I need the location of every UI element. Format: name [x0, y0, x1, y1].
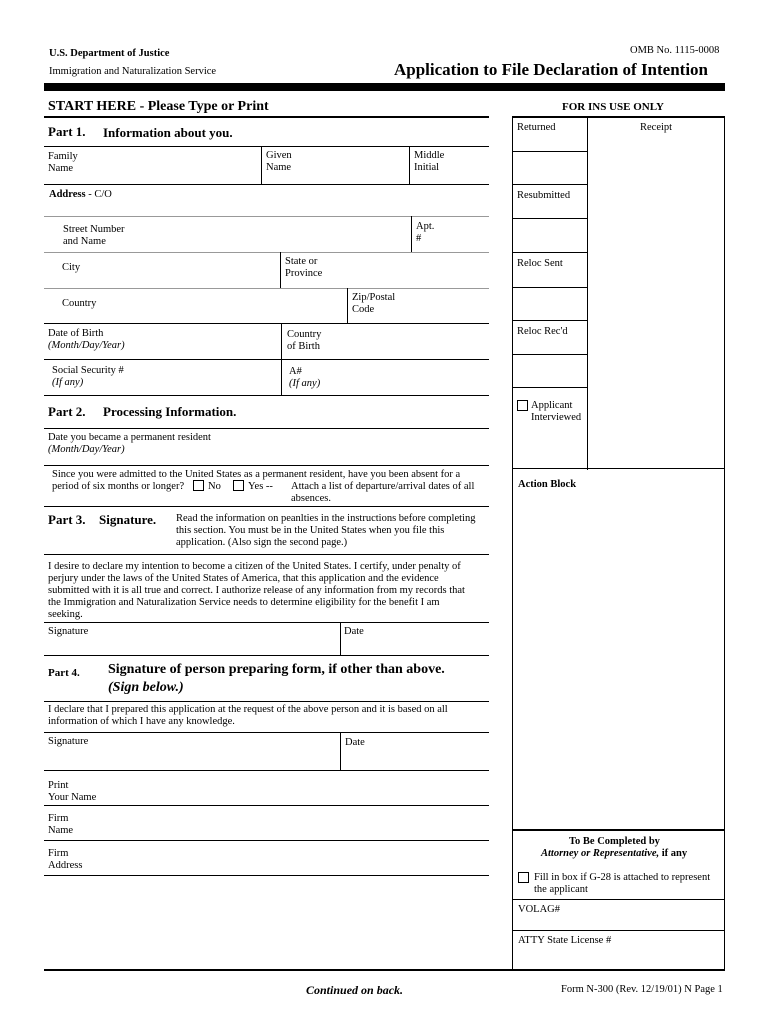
- zip-label-2: Code: [352, 304, 375, 315]
- part1-label: Part 1.: [48, 124, 86, 139]
- preparer-signature-field[interactable]: [48, 736, 333, 768]
- attorney-line: [541, 848, 687, 860]
- omb-number: OMB No. 1115-0008: [630, 45, 720, 56]
- zip-label-1: Zip/Postal: [352, 292, 396, 303]
- to-be-completed-label: To Be Completed by: [569, 836, 660, 847]
- applicant-date-field[interactable]: [344, 626, 484, 652]
- part3-declaration-3: submitted with it is all true and correct. I authorize release of any information from my records that: [48, 585, 465, 596]
- state-label-1: State or: [285, 256, 318, 267]
- form-title: Application to File Declaration of Intention: [394, 60, 709, 79]
- middle-initial-field[interactable]: [414, 150, 484, 182]
- part4-title: Signature of person preparing form, if other than above.: [108, 662, 445, 677]
- part1-title: Information about you.: [103, 125, 233, 140]
- city-field[interactable]: [62, 262, 272, 286]
- receipt-label: Receipt: [640, 122, 673, 133]
- part3-instruction-3: application. (Also sign the second page.): [176, 537, 348, 548]
- atty-license-field[interactable]: [518, 935, 718, 967]
- firm-address-label-1: Firm: [48, 848, 69, 859]
- date-resident-hint: (Month/Day/Year): [48, 444, 125, 455]
- attorney-label: Attorney or Representative,: [541, 848, 660, 859]
- family-name-label-1: Family: [48, 151, 78, 162]
- applicant-date-label: Date: [344, 626, 364, 637]
- state-field[interactable]: [285, 256, 485, 284]
- print-name-label-1: Print: [48, 780, 69, 791]
- absent-yes-label: Yes --: [248, 481, 273, 492]
- reloc-sent-label: Reloc Sent: [517, 258, 563, 269]
- absent-no-checkbox[interactable]: [193, 480, 204, 491]
- country-of-birth-field[interactable]: [287, 329, 482, 357]
- address-co-label: Address: [49, 189, 86, 200]
- part4-declaration-2: information of which I have any knowledge.: [48, 716, 235, 727]
- country-field[interactable]: [62, 298, 342, 322]
- part3-declaration-2: perjury under the laws of the United States of America, that this application and the evidence: [48, 573, 439, 584]
- given-name-field[interactable]: [266, 150, 406, 182]
- service-name: Immigration and Naturalization Service: [49, 66, 217, 77]
- applicant-interviewed-checkbox[interactable]: [517, 400, 528, 411]
- part4-label: Part 4.: [48, 667, 80, 679]
- absent-question-line1: Since you were admitted to the United States as a permanent resident, have you been absent for a: [52, 469, 461, 480]
- g28-label-1: Fill in box if G-28 is attached to represent: [534, 872, 711, 883]
- ssn-field[interactable]: [52, 365, 277, 393]
- applicant-label: Applicant: [531, 400, 573, 411]
- apt-field[interactable]: [416, 221, 486, 249]
- atty-license-label: ATTY State License #: [518, 935, 612, 946]
- absent-no-label: No: [208, 481, 221, 492]
- action-block-area[interactable]: [514, 494, 722, 828]
- state-label-2: Province: [285, 268, 323, 279]
- action-block-label: Action Block: [518, 479, 577, 490]
- country-label: Country: [62, 298, 97, 309]
- interviewed-label: Interviewed: [531, 412, 582, 423]
- city-label: City: [62, 262, 81, 273]
- resubmitted-label: Resubmitted: [517, 190, 571, 201]
- family-name-field[interactable]: [48, 151, 260, 183]
- agency-name: U.S. Department of Justice: [49, 48, 170, 59]
- given-name-label-2: Name: [266, 162, 292, 173]
- g28-label-2: the applicant: [534, 884, 588, 895]
- part3-declaration-5: seeking.: [48, 609, 83, 620]
- preparer-print-name-field[interactable]: [48, 780, 483, 804]
- apt-label-2: #: [416, 233, 422, 244]
- address-co-suffix: - C/O: [85, 189, 112, 200]
- absent-question-line2: period of six months or longer?: [52, 481, 185, 492]
- part3-instruction-2: this section. You must be in the United States when you file this: [176, 525, 445, 536]
- header-rule: [44, 83, 725, 91]
- part3-title: Signature.: [99, 512, 157, 527]
- a-number-hint: (If any): [289, 378, 321, 389]
- middle-initial-label-2: Initial: [414, 162, 440, 173]
- date-resident-label: Date you became a permanent resident: [48, 432, 211, 443]
- volag-field[interactable]: [518, 904, 718, 930]
- applicant-signature-field[interactable]: [48, 626, 333, 652]
- street-field[interactable]: [63, 224, 403, 252]
- part3-declaration-4: the Immigration and Naturalization Service needs to determine eligibility for the benefit I am: [48, 597, 440, 608]
- country-birth-label-1: Country: [287, 329, 322, 340]
- firm-address-label-2: Address: [48, 860, 83, 871]
- middle-initial-label-1: Middle: [414, 150, 445, 161]
- date-permanent-resident-field[interactable]: [48, 432, 488, 462]
- attach-list-line2: absences.: [291, 493, 331, 504]
- ssn-label: Social Security #: [52, 365, 124, 376]
- part2-label: Part 2.: [48, 404, 86, 419]
- form-number: Form N-300 (Rev. 12/19/01) N Page 1: [561, 984, 723, 995]
- street-label-1: Street Number: [63, 224, 125, 235]
- part2-title: Processing Information.: [103, 404, 237, 419]
- returned-label: Returned: [517, 122, 556, 133]
- preparer-date-label: Date: [345, 737, 365, 748]
- part3-instruction-1: Read the information on peanlties in the instructions before completing: [176, 513, 476, 524]
- part3-label: Part 3.: [48, 512, 86, 527]
- firm-name-label-1: Firm: [48, 813, 69, 824]
- attach-list-line1: Attach a list of departure/arrival dates of all: [291, 481, 475, 492]
- print-name-label-2: Your Name: [48, 792, 97, 803]
- family-name-label-2: Name: [48, 163, 74, 174]
- part4-subtitle: (Sign below.): [108, 680, 184, 695]
- start-here-heading: START HERE - Please Type or Print: [48, 99, 269, 114]
- date-of-birth-field[interactable]: [48, 328, 276, 356]
- reloc-recd-label: Reloc Rec'd: [517, 326, 568, 337]
- dob-hint: (Month/Day/Year): [48, 340, 125, 351]
- absent-yes-checkbox[interactable]: [233, 480, 244, 491]
- firm-address-field[interactable]: [48, 848, 483, 872]
- apt-label-1: Apt.: [416, 221, 435, 232]
- zip-field[interactable]: [352, 292, 482, 320]
- g28-checkbox[interactable]: [518, 872, 529, 883]
- part3-declaration-1: I desire to declare my intention to become a citizen of the United States. I certify, under penalty of: [48, 561, 461, 572]
- ins-use-heading: FOR INS USE ONLY: [562, 101, 664, 113]
- firm-name-field[interactable]: [48, 813, 483, 837]
- preparer-date-field[interactable]: [345, 737, 485, 769]
- firm-name-label-2: Name: [48, 825, 74, 836]
- country-birth-label-2: of Birth: [287, 341, 320, 352]
- dob-label: Date of Birth: [48, 328, 104, 339]
- applicant-signature-label: Signature: [48, 626, 89, 637]
- if-any-label: if any: [659, 848, 688, 859]
- continued-on-back: Continued on back.: [306, 983, 404, 997]
- preparer-signature-label: Signature: [48, 736, 89, 747]
- address-co-field[interactable]: [49, 189, 479, 213]
- street-label-2: and Name: [63, 236, 106, 247]
- a-number-field[interactable]: [289, 366, 484, 394]
- ssn-hint: (If any): [52, 377, 84, 388]
- a-number-label: A#: [289, 366, 302, 377]
- part4-declaration-1: I declare that I prepared this application at the request of the above person and it is based on all: [48, 704, 448, 715]
- volag-label: VOLAG#: [518, 904, 560, 915]
- given-name-label-1: Given: [266, 150, 292, 161]
